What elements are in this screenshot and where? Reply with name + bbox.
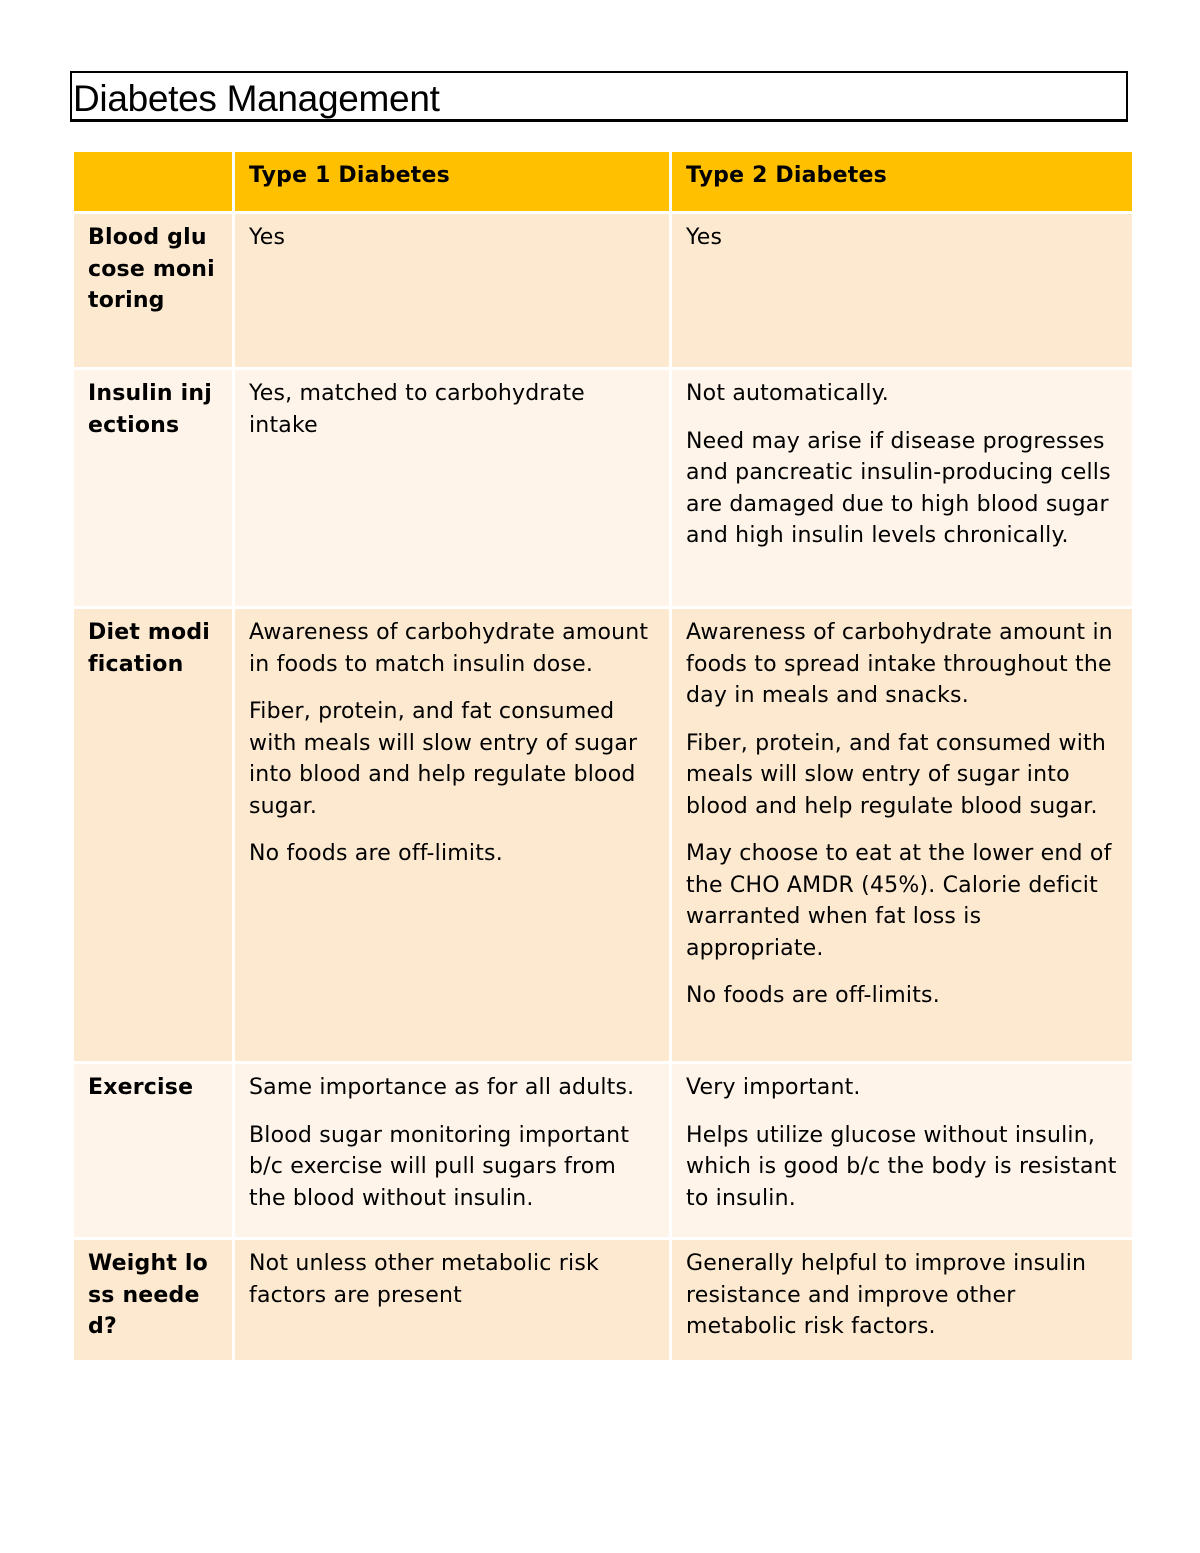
cell-text: Fiber, protein, and fat consumed with meals will slow entry of sugar into blood and help regulate blood sugar. bbox=[249, 699, 638, 819]
cell-type1-weight-loss bbox=[235, 1240, 669, 1360]
cell-text: Very important. bbox=[686, 1075, 861, 1100]
cell-type1-insulin bbox=[235, 370, 669, 606]
cell-text: Need may arise if disease progresses and pancreatic insulin-producing cells are damaged due to high blood sugar and high insulin levels chronically. bbox=[686, 428, 1111, 548]
cell-text: No foods are off-limits. bbox=[249, 841, 503, 866]
document-title: Diabetes Management bbox=[73, 78, 440, 119]
cell-type2-weight-loss bbox=[672, 1240, 1132, 1360]
header-type2: Type 2 Diabetes bbox=[672, 152, 1132, 211]
table-row bbox=[74, 1240, 1132, 1360]
cell-type2-exercise bbox=[672, 1064, 1132, 1237]
cell-type2-insulin bbox=[672, 370, 1132, 606]
cell-text: Awareness of carbohydrate amount in foods to match insulin dose. bbox=[249, 620, 649, 677]
cell-type1-diet bbox=[235, 609, 669, 1061]
cell-text: Not unless other metabolic risk factors are present bbox=[249, 1251, 599, 1308]
row-label-diet: Diet modification bbox=[74, 609, 232, 1061]
cell-text: Awareness of carbohydrate amount in foods to spread intake throughout the day in meals and snacks. bbox=[686, 620, 1113, 708]
table-header-row bbox=[74, 152, 1132, 211]
title-box bbox=[70, 71, 1128, 122]
cell-text: Blood sugar monitoring important b/c exercise will pull sugars from the blood without insulin. bbox=[249, 1122, 630, 1211]
cell-text: Fiber, protein, and fat consumed with meals will slow entry of sugar into blood and help regulate blood sugar. bbox=[686, 730, 1107, 819]
diabetes-comparison-table bbox=[71, 149, 1135, 1363]
table-row bbox=[74, 214, 1132, 367]
cell-text: Yes bbox=[249, 225, 286, 250]
cell-text: No foods are off-limits. bbox=[686, 983, 940, 1008]
cell-text: Not automatically. bbox=[686, 381, 889, 406]
row-label-weight-loss: Weight loss needed? bbox=[74, 1240, 232, 1360]
cell-type1-exercise bbox=[235, 1064, 669, 1237]
cell-text: Helps utilize glucose without insulin, which is good b/c the body is resistant to insulin. bbox=[686, 1122, 1117, 1211]
cell-text: Yes, matched to carbohydrate intake bbox=[249, 381, 585, 438]
cell-type1-blood-glucose bbox=[235, 214, 669, 367]
cell-text: Same importance as for all adults. bbox=[249, 1075, 635, 1100]
header-corner-cell bbox=[74, 152, 232, 211]
cell-text: Yes bbox=[686, 225, 723, 250]
row-label-blood-glucose: Blood glucose monitoring bbox=[74, 214, 232, 367]
table-row bbox=[74, 370, 1132, 606]
row-label-exercise: Exercise bbox=[74, 1064, 232, 1237]
row-label-insulin: Insulin injections bbox=[74, 370, 232, 606]
header-type1: Type 1 Diabetes bbox=[235, 152, 669, 211]
cell-text: May choose to eat at the lower end of the CHO AMDR (45%). Calorie deficit warranted when fat loss is appropriate. bbox=[686, 841, 1112, 961]
cell-text: Generally helpful to improve insulin resistance and improve other metabolic risk factors. bbox=[686, 1251, 1087, 1339]
cell-type2-blood-glucose bbox=[672, 214, 1132, 367]
table-row bbox=[74, 1064, 1132, 1237]
cell-type2-diet bbox=[672, 609, 1132, 1061]
table-row bbox=[74, 609, 1132, 1061]
